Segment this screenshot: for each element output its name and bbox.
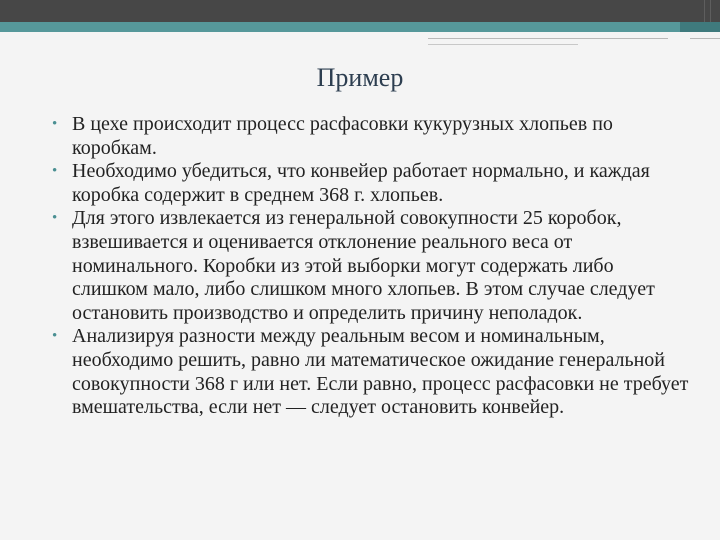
- accent-stripe: [0, 22, 720, 32]
- header-divider-line: [704, 0, 705, 22]
- decorative-line: [690, 38, 720, 39]
- accent-stripe-end: [680, 22, 720, 32]
- slide-title: Пример: [316, 63, 404, 92]
- bullet-dot-icon: •: [52, 116, 58, 132]
- bullet-item: [52, 325, 692, 419]
- bullet-text: В цехе происходит процесс расфасовки кукурузных хлопьев по коробкам.: [72, 113, 613, 159]
- header-bar: [0, 0, 720, 22]
- bullet-item: [52, 113, 692, 160]
- bullet-list: [52, 113, 692, 420]
- bullet-text: Анализируя разности между реальным весом и номинальным, необходимо решить, равно ли математическое ожидание генеральной совокупности 368 г или нет. Если равно, процесс расфасовки не требует вмешательства, если нет — следует остановить конвейер.: [72, 325, 689, 419]
- header-divider-line: [710, 0, 711, 22]
- bullet-dot-icon: •: [52, 328, 58, 345]
- bullet-item: [52, 160, 692, 207]
- decorative-line: [428, 38, 668, 39]
- bullet-item: [52, 207, 692, 325]
- bullet-text: Для этого извлекается из генеральной совокупности 25 коробок, взвешивается и оценивается отклонение реального веса от номинального. Коробки из этой выборки могут содержать либо слишком мало, либо слишком много хлопьев. В этом случае следует остановить производство и определить причину неполадок.: [72, 207, 655, 324]
- bullet-dot-icon: •: [52, 163, 58, 180]
- bullet-text: Необходимо убедиться, что конвейер работает нормально, и каждая коробка содержит в среднем 368 г. хлопьев.: [72, 160, 650, 206]
- bullet-dot-icon: •: [52, 210, 58, 227]
- decorative-line: [428, 44, 578, 45]
